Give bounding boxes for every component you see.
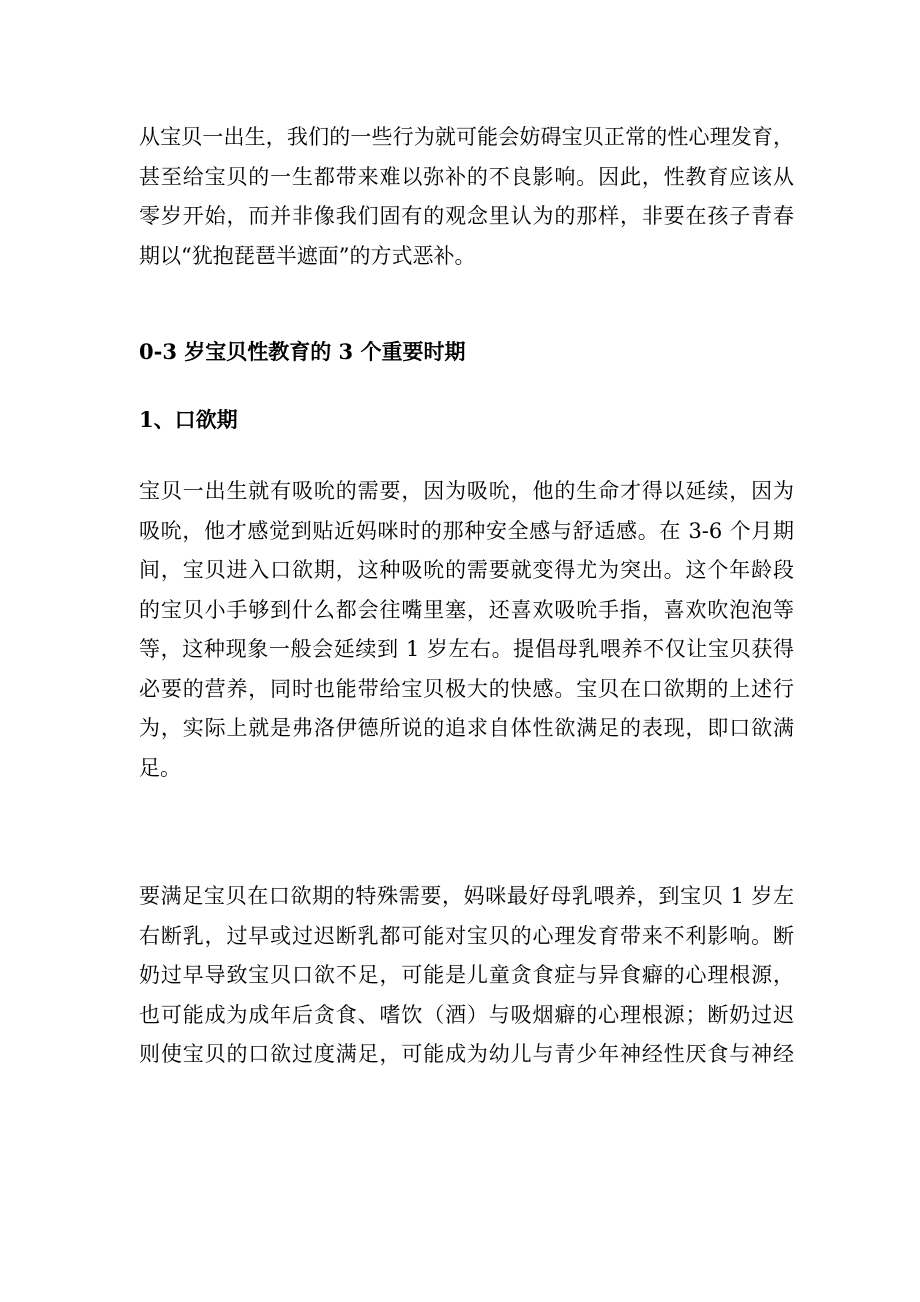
- p1-line-4: 的宝贝小手够到什么都会往嘴里塞，还喜欢吸吮手指，喜欢吹泡泡等: [139, 597, 794, 622]
- p1-line-8: 足。: [139, 755, 181, 780]
- p1-line-6: 必要的营养，同时也能带给宝贝极大的快感。宝贝在口欲期的上述行: [139, 676, 794, 701]
- section-heading: 0-3 岁宝贝性教育的 3 个重要时期: [139, 339, 466, 364]
- intro-line-2: 甚至给宝贝的一生都带来难以弥补的不良影响。因此，性教育应该从: [139, 164, 794, 189]
- p2-line-4: 也可能成为成年后贪食、嗜饮（酒）与吸烟癖的心理根源；断奶过迟: [139, 1002, 794, 1027]
- intro-paragraph: [139, 118, 794, 276]
- p1-line-3: 间，宝贝进入口欲期，这种吸吮的需要就变得尤为突出。这个年龄段: [139, 558, 794, 582]
- intro-line-4: 期以“犹抱琵琶半遮面”的方式恶补。: [139, 243, 476, 268]
- p1-line-2: 吸吮，他才感觉到贴近妈咪时的那种安全感与舒适感。在 3-6 个月期: [139, 518, 794, 543]
- subsection-heading: 1、口欲期: [139, 407, 238, 432]
- intro-line-1: 从宝贝一出生，我们的一些行为就可能会妨碍宝贝正常的性心理发育，: [139, 125, 794, 149]
- p2-line-5: 则使宝贝的口欲过度满足，可能成为幼儿与青少年神经性厌食与神经: [139, 1042, 794, 1066]
- p1-line-7: 为，实际上就是弗洛伊德所说的追求自体性欲满足的表现，即口欲满: [139, 716, 794, 740]
- intro-line-3: 零岁开始，而并非像我们固有的观念里认为的那样，非要在孩子青春: [139, 204, 794, 228]
- p2-line-1: 要满足宝贝在口欲期的特殊需要，妈咪最好母乳喂养，到宝贝 1 岁左: [139, 884, 794, 908]
- p2-line-3: 奶过早导致宝贝口欲不足，可能是儿童贪食症与异食癖的心理根源，: [139, 963, 794, 987]
- p1-line-5: 等，这种现象一般会延续到 1 岁左右。提倡母乳喂养不仅让宝贝获得: [139, 637, 794, 661]
- p1-line-1: 宝贝一出生就有吸吮的需要，因为吸吮，他的生命才得以延续，因为: [139, 479, 794, 503]
- p2-line-2: 右断乳，过早或过迟断乳都可能对宝贝的心理发育带来不利影响。断: [139, 923, 794, 948]
- oral-stage-paragraph: [139, 472, 794, 788]
- weaning-paragraph: [139, 877, 794, 1075]
